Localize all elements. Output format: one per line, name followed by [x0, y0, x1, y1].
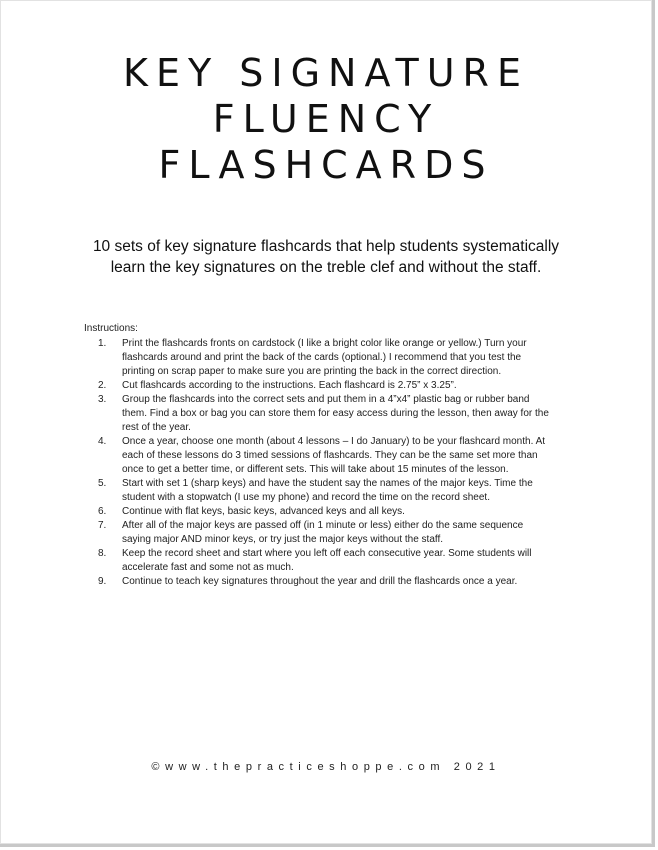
list-item [84, 477, 554, 505]
step-number: 9. [98, 576, 107, 587]
subtitle-line-2: learn the key signatures on the treble clef and without the staff. [110, 259, 542, 276]
instructions-section [84, 322, 554, 589]
step-number: 3. [98, 394, 107, 405]
step-number: 8. [98, 548, 107, 559]
list-item [84, 547, 554, 575]
subtitle-line-1: 10 sets of key signature flashcards that help students systematically [92, 238, 560, 255]
instructions-heading: Instructions: [84, 323, 138, 334]
list-item [84, 519, 554, 547]
copyright-footer: ©www.thepracticeshoppe.com 2021 [151, 761, 501, 773]
list-item [84, 379, 554, 393]
title-line-3: FLASHCARDS [158, 143, 494, 187]
title-line-2: FLUENCY [212, 97, 440, 141]
subtitle [40, 236, 612, 278]
list-item [84, 505, 554, 519]
step-text: Print the flashcards fronts on cardstock (I like a bright color like orange or yellow.) Turn your flashcards around and print the back of the cards (optional.) I recommend that you test the printing on scrap paper to make sure you are printing the back in the correct direction. [122, 338, 527, 377]
list-item [84, 337, 554, 379]
step-number: 4. [98, 436, 107, 447]
step-number: 5. [98, 478, 107, 489]
step-number: 2. [98, 380, 107, 391]
page-title [0, 50, 652, 188]
step-number: 1. [98, 338, 107, 349]
step-text: Continue with flat keys, basic keys, advanced keys and all keys. [122, 506, 405, 517]
title-line-1: KEY SIGNATURE [123, 51, 529, 95]
list-item [84, 575, 554, 589]
step-text: Group the flashcards into the correct sets and put them in a 4”x4” plastic bag or rubber band them. Find a box or bag you can store them for easy access during the lesson, then away for the rest of the year. [122, 394, 549, 433]
step-number: 6. [98, 506, 107, 517]
list-item [84, 393, 554, 435]
step-number: 7. [98, 520, 107, 531]
step-text: Continue to teach key signatures throughout the year and drill the flashcards once a year. [122, 576, 518, 587]
instructions-list [84, 337, 554, 589]
step-text: Once a year, choose one month (about 4 lessons – I do January) to be your flashcard month. At each of these lessons do 3 timed sessions of flashcards. They can be the same set more than once to get a better time, or different sets. This will take about 15 minutes of the lesson. [122, 436, 546, 475]
step-text: Start with set 1 (sharp keys) and have the student say the names of the major keys. Time the student with a stopwatch (I use my phone) and record the time on the record sheet. [122, 478, 533, 503]
list-item [84, 435, 554, 477]
step-text: After all of the major keys are passed off (in 1 minute or less) either do the same sequence saying major AND minor keys, or try just the major keys without the staff. [122, 520, 524, 545]
step-text: Cut flashcards according to the instructions. Each flashcard is 2.75” x 3.25”. [122, 380, 457, 391]
step-text: Keep the record sheet and start where you left off each consecutive year. Some students will accelerate fast and some not as much. [122, 548, 532, 573]
